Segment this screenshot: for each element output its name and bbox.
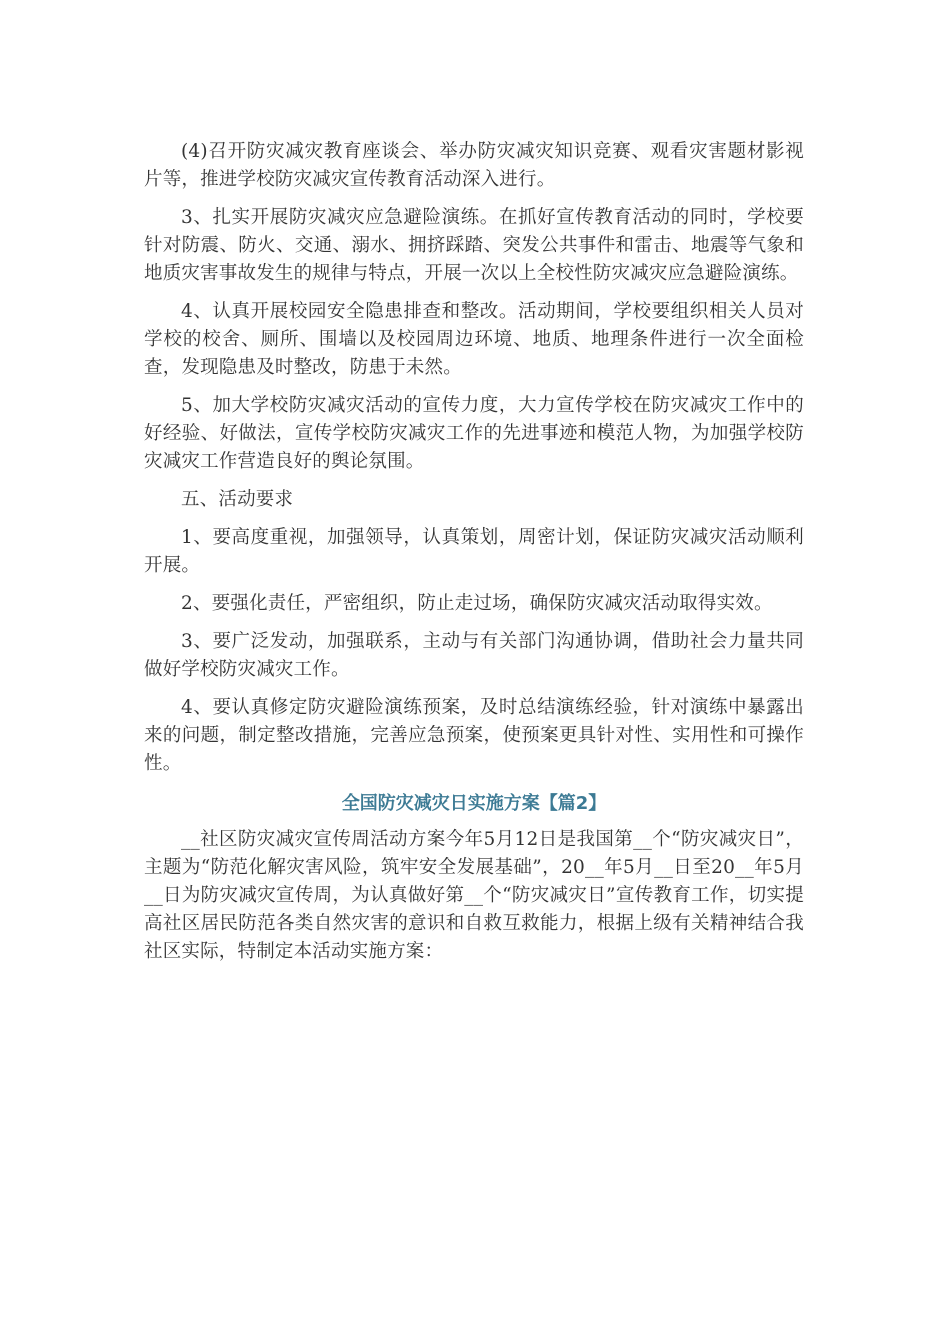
paragraph-requirement-2: 2、要强化责任，严密组织，防止走过场，确保防灾减灾活动取得实效。 <box>181 593 773 614</box>
document-page <box>144 138 804 976</box>
paragraph-drill-item-3: 3、扎实开展防灾减灾应急避险演练。在抓好宣传教育活动的同时，学校要针对防震、防火、交通、溺水、拥挤踩踏、突发公共事件和雷击、地震等气象和地质灾害事故发生的规律与特点，开展一次以上全校性防灾减灾应急避险演练。 <box>144 207 804 284</box>
paragraph-requirement-1: 1、要高度重视，加强领导，认真策划，周密计划，保证防灾减灾活动顺利开展。 <box>144 527 804 576</box>
paragraph-requirement-4: 4、要认真修定防灾避险演练预案，及时总结演练经验，针对演练中暴露出来的问题，制定整改措施，完善应急预案，使预案更具针对性、实用性和可操作性。 <box>144 697 804 774</box>
section-title-requirements: 五、活动要求 <box>181 489 294 510</box>
paragraph-activity-item-4: (4)召开防灾减灾教育座谈会、举办防灾减灾知识竞赛、观看灾害题材影视片等，推进学校防灾减灾宣传教育活动深入进行。 <box>144 141 804 190</box>
paragraph-community-plan-intro: __社区防灾减灾宣传周活动方案今年5月12日是我国第__个“防灾减灾日”，主题为“防范化解灾害风险，筑牢安全发展基础”，20__年5月__日至20__年5月__日为防灾减灾宣传周，为认真做好第__个“防灾减灾日”宣传教育工作，切实提高社区居民防范各类自然灾害的意识和自救互救能力，根据上级有关精神结合我社区实际，特制定本活动实施方案： <box>144 829 804 962</box>
paragraph-publicity-item-5: 5、加大学校防灾减灾活动的宣传力度，大力宣传学校在防灾减灾工作中的好经验、好做法，宣传学校防灾减灾工作的先进事迹和模范人物，为加强学校防灾减灾工作营造良好的舆论氛围。 <box>144 395 804 472</box>
paragraph-requirement-3: 3、要广泛发动，加强联系，主动与有关部门沟通协调，借助社会力量共同做好学校防灾减灾工作。 <box>144 631 804 680</box>
paragraph-inspection-item-4: 4、认真开展校园安全隐患排查和整改。活动期间，学校要组织相关人员对学校的校舍、厕所、围墙以及校园周边环境、地质、地理条件进行一次全面检查，发现隐患及时整改，防患于未然。 <box>144 301 804 378</box>
section-heading-part-2: 全国防灾减灾日实施方案【篇2】 <box>341 793 607 814</box>
